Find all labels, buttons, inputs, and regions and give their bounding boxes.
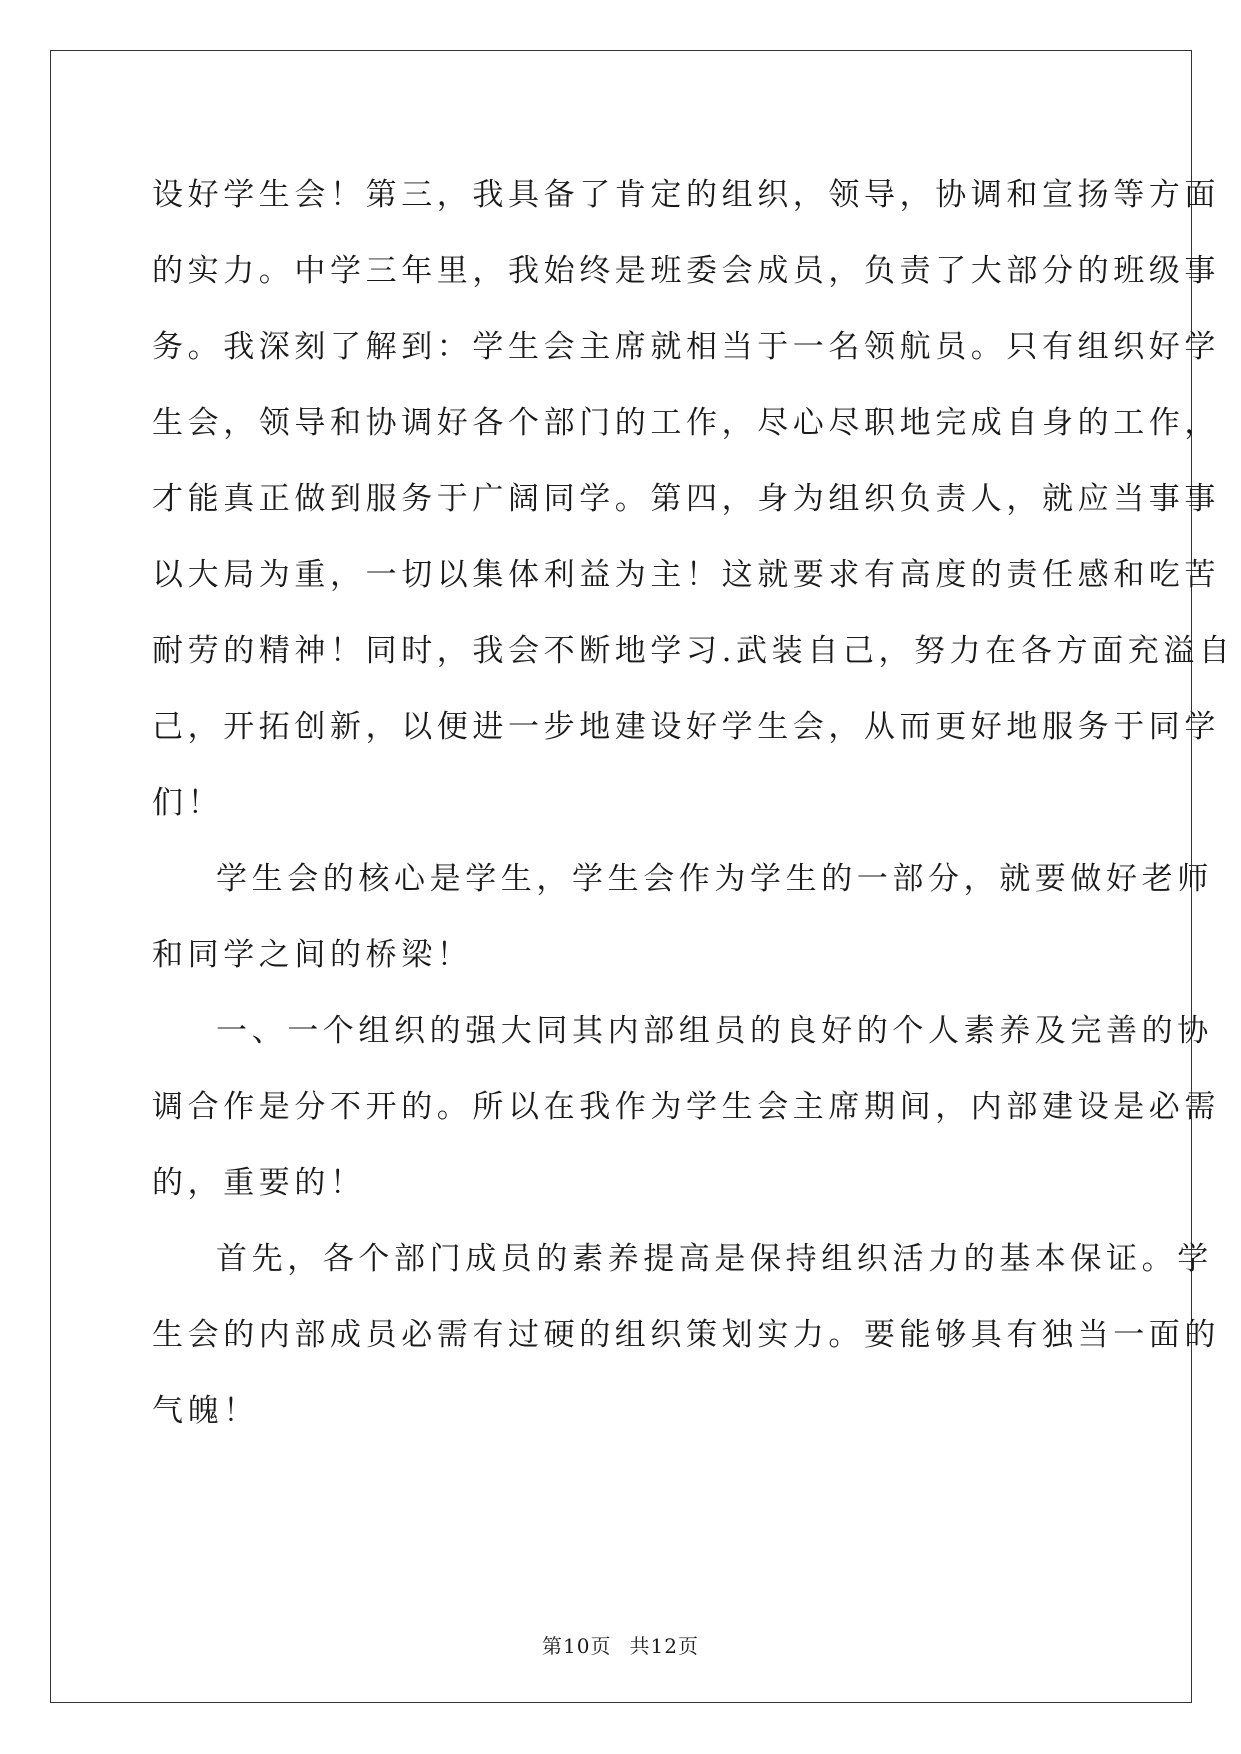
page-footer bbox=[0, 1632, 1241, 1660]
text-line: 才能真正做到服务于广阔同学。第四，身为组织负责人，就应当事事 bbox=[152, 481, 1220, 517]
text-line: 气魄！ bbox=[152, 1393, 259, 1429]
text-line: 己，开拓创新，以便进一步地建设好学生会，从而更好地服务于同学 bbox=[152, 709, 1220, 745]
text-line: 学生会的核心是学生，学生会作为学生的一部分，就要做好老师 bbox=[216, 861, 1213, 897]
text-line: 以大局为重，一切以集体利益为主！这就要求有高度的责任感和吃苦 bbox=[152, 557, 1220, 593]
text-line: 首先，各个部门成员的素养提高是保持组织活力的基本保证。学 bbox=[216, 1241, 1213, 1277]
text-line: 务。我深刻了解到：学生会主席就相当于一名领航员。只有组织好学 bbox=[152, 329, 1220, 365]
text-line: 调合作是分不开的。所以在我作为学生会主席期间，内部建设是必需 bbox=[152, 1089, 1220, 1125]
text-line: 的，重要的！ bbox=[152, 1165, 366, 1201]
page-total: 共12页 bbox=[629, 1634, 699, 1658]
page-number: 第10页 bbox=[542, 1634, 612, 1658]
text-line: 耐劳的精神！同时，我会不断地学习.武装自己，努力在各方面充溢自 bbox=[152, 633, 1235, 669]
text-line: 们！ bbox=[152, 785, 224, 821]
text-line: 和同学之间的桥梁！ bbox=[152, 937, 473, 973]
text-line: 生会的内部成员必需有过硬的组织策划实力。要能够具有独当一面的 bbox=[152, 1317, 1220, 1353]
text-line: 的实力。中学三年里，我始终是班委会成员，负责了大部分的班级事 bbox=[152, 253, 1220, 289]
document-body bbox=[152, 157, 1235, 1449]
text-line: 一、一个组织的强大同其内部组员的良好的个人素养及完善的协 bbox=[216, 1013, 1213, 1049]
text-line: 生会，领导和协调好各个部门的工作，尽心尽职地完成自身的工作， bbox=[152, 405, 1220, 441]
text-line: 设好学生会！第三，我具备了肯定的组织，领导，协调和宣扬等方面 bbox=[152, 177, 1220, 213]
